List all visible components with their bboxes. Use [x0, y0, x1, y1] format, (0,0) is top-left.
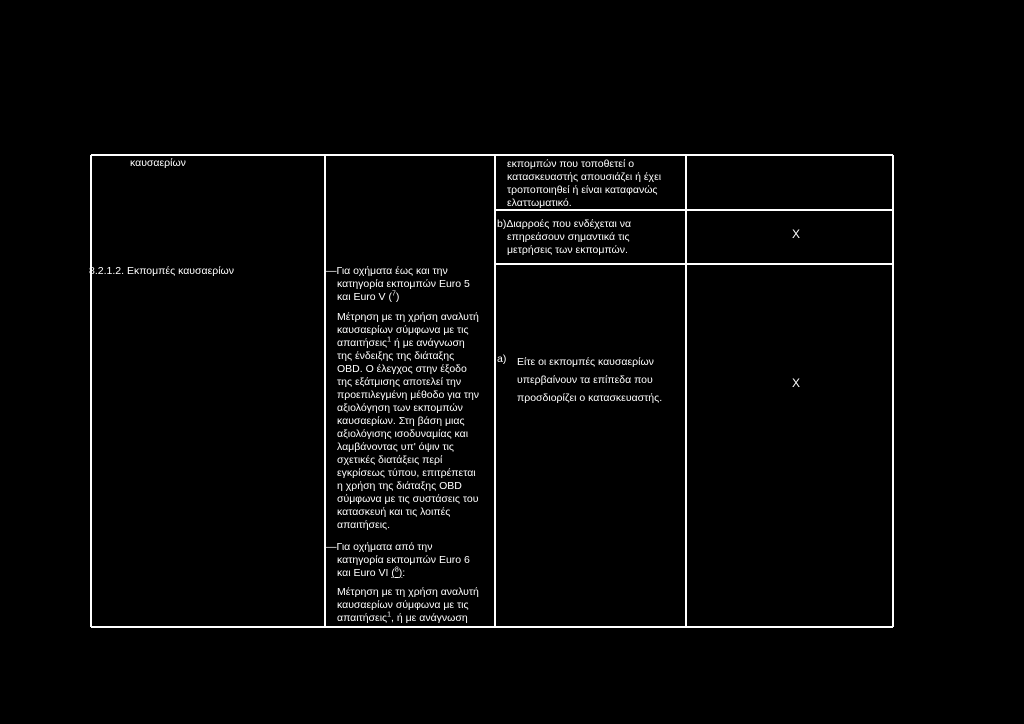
em-dash: — [326, 265, 337, 277]
text-line: ελαττωματικό. [507, 197, 572, 209]
text-line: καυσαερίων. Στη βάση μιας [337, 415, 465, 427]
footnote-ref: 1 [387, 336, 392, 344]
text-line: b)Διαρροές που ενδέχεται να [497, 218, 632, 230]
text-span: και Euro VI [337, 567, 392, 579]
row1-col1-text [130, 157, 186, 170]
text-line [326, 541, 470, 554]
text-span: : [402, 567, 406, 579]
text-line: λαμβάνοντας υπ' όψιν τις [337, 441, 454, 453]
text-line: σύμφωνα με τις συστάσεις του [337, 493, 479, 505]
text-span: απαιτήσεις [337, 337, 388, 349]
text-line: απαιτήσεις. [337, 519, 391, 531]
text-line: κατηγορία εκπομπών Euro 6 [337, 554, 470, 566]
row2-mark [792, 228, 800, 241]
footnote-ref: 8 [394, 566, 399, 574]
row1-col1-label: καυσαερίων [130, 157, 186, 169]
footnote-link[interactable] [391, 567, 402, 579]
text-line: επηρεάσουν σημαντικά τις [507, 231, 630, 243]
text-line: προεπιλεγμένη μέθοδο για την [337, 389, 480, 401]
text-line [337, 337, 479, 350]
text-line: κατασκευή και τις λοιπές [337, 506, 451, 518]
text-line: εγκρίσεως τύπου, επιτρέπεται [337, 467, 476, 479]
row3-col1-text [89, 265, 234, 278]
text-line: αξιολόγισης ισοδυναμίας και [337, 428, 469, 440]
row3-mark [792, 377, 800, 390]
text-line: της ένδειξης της διάταξης [337, 350, 455, 362]
em-dash: — [326, 541, 337, 553]
text-line: υπερβαίνουν τα επίπεδα που [517, 374, 653, 386]
text-span: Για οχήματα από την [336, 541, 433, 553]
text-line: Είτε οι εκπομπές καυσαερίων [517, 356, 654, 368]
text-line [326, 567, 470, 580]
footnote-ref: 1 [387, 611, 392, 619]
row3-col3-label [497, 353, 506, 366]
text-line: μετρήσεις των εκπομπών. [507, 244, 628, 256]
text-line: καυσαερίων σύμφωνα με τις [337, 324, 469, 336]
text-line: κατηγορία εκπομπών Euro 5 [337, 278, 470, 290]
text-line: OBD. Ο έλεγχος στην έξοδο [337, 363, 467, 375]
row3-col2-block1 [326, 265, 470, 304]
text-line: εκπομπών που τοποθετεί ο [507, 158, 635, 170]
text-line: η χρήση της διάταξης OBD [337, 480, 462, 492]
text-line [326, 265, 470, 278]
row3-col2-block2 [337, 311, 479, 532]
text-line: Μέτρηση με τη χρήση αναλυτή [337, 311, 479, 323]
text-line [337, 612, 479, 625]
text-line: Μέτρηση με τη χρήση αναλυτή [337, 586, 479, 598]
footnote-ref: 7 [391, 290, 396, 298]
text-line: καυσαερίων σύμφωνα με τις [337, 599, 469, 611]
text-line: σχετικές διατάξεις περί [337, 454, 443, 466]
text-span: απαιτήσεις [337, 612, 388, 624]
text-span: και Euro V ( [337, 291, 392, 303]
text-span: ) [395, 291, 400, 303]
item-label: a) [497, 353, 507, 365]
text-span: ή με ανάγνωση [391, 337, 465, 349]
text-span: Για οχήματα έως και την [336, 265, 448, 277]
text-line: προσδιορίζει ο κατασκευαστής. [517, 392, 663, 404]
section-heading: 8.2.1.2. Εκπομπές καυσαερίων [89, 265, 235, 277]
row3-col2-block3 [326, 541, 470, 580]
text-line: αξιολόγηση των εκπομπών [337, 402, 463, 414]
text-span: ( [391, 567, 395, 579]
text-line: της εξάτμισης αποτελεί την [337, 376, 462, 388]
x-mark: X [792, 227, 801, 241]
text-line: τροποποιηθεί ή είναι καταφανώς [507, 184, 658, 196]
text-span: ) [398, 567, 403, 579]
text-span: , ή με ανάγνωση [391, 612, 468, 624]
text-line [326, 291, 470, 304]
text-line: κατασκευαστής απουσιάζει ή έχει [507, 171, 662, 183]
x-mark: X [792, 376, 801, 390]
row3-col3-text [517, 353, 662, 407]
row3-col2-block4 [337, 586, 479, 625]
row2-col3-text [497, 218, 631, 257]
row1-col3-text [507, 158, 661, 210]
